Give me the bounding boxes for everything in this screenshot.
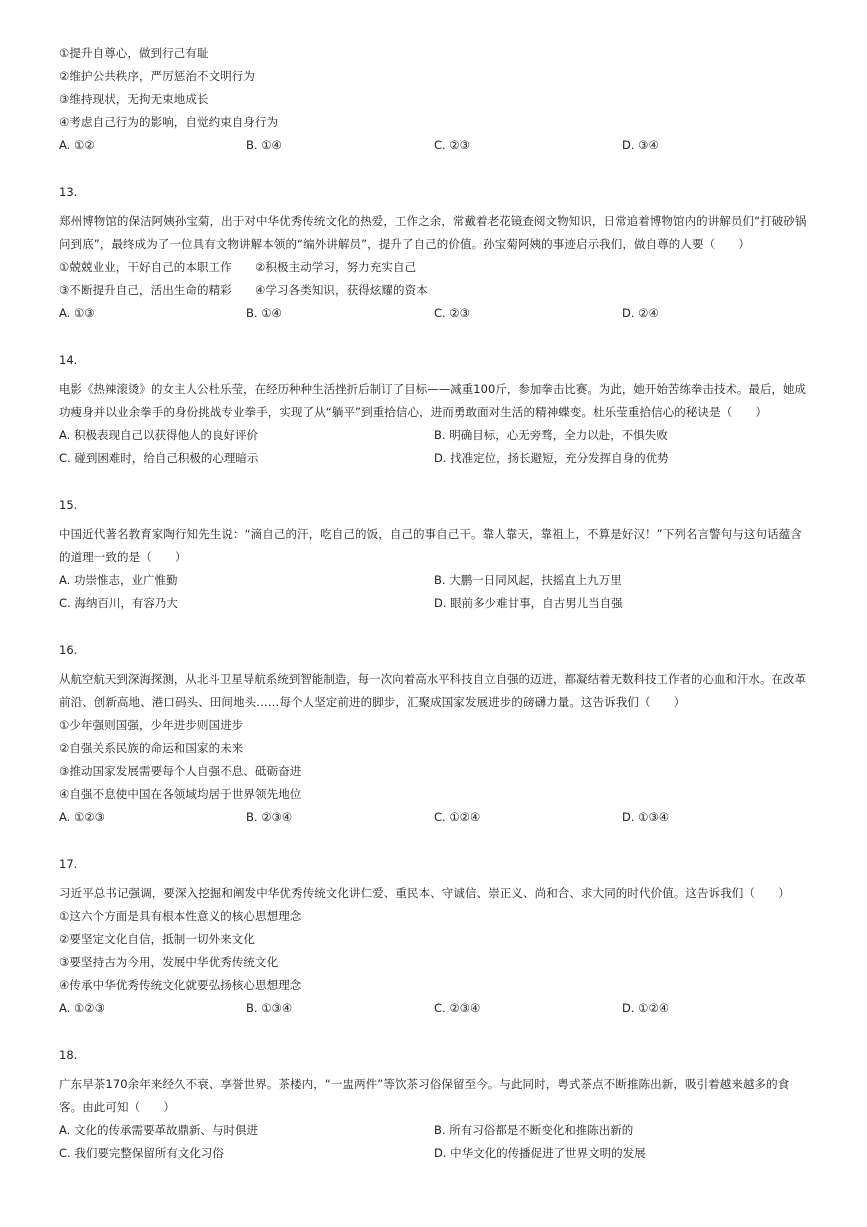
question-stem: 习近平总书记强调，要深入挖掘和阐发中华优秀传统文化讲仁爱、重民本、守诚信、崇正义、尚和合、求大同的时代价值。这告诉我们（ ） [59,886,790,900]
option-b[interactable]: B. ②③④ [246,810,293,824]
option-a[interactable]: A. ①②③ [59,810,105,824]
question-stem: 问到底”，最终成为了一位具有文物讲解本领的“编外讲解员”，提升了自己的价值。孙宝菊阿姨的事迹启示我们，做自尊的人要（ ） [59,237,750,251]
option-c[interactable]: C. 碰到困难时，给自己积极的心理暗示 [59,451,259,465]
statement: ④考虑自己行为的影响，自觉约束自身行为 [59,115,279,129]
option-b[interactable]: B. 大鹏一日同风起，扶摇直上九万里 [434,573,622,587]
statement: ③要坚持古为今用，发展中华优秀传统文化 [59,955,279,969]
statement: ①少年强则国强，少年进步则国进步 [59,718,244,732]
option-c[interactable]: C. ①②④ [434,810,481,824]
option-a[interactable]: A. ①②③ [59,1001,105,1015]
question-stem: 电影《热辣滚烫》的女主人公杜乐莹，在经历种种生活挫折后制订了目标——减重100斤，参加拳击比赛。为此，她开始苦练拳击技术。最后，她成 [59,382,807,396]
option-a[interactable]: A. 功崇惟志，业广惟勤 [59,573,178,587]
option-a[interactable]: A. 文化的传承需要革故鼎新、与时俱进 [59,1123,258,1137]
question-number: 17. [59,857,78,871]
statement: ④自强不息使中国在各领域均居于世界领先地位 [59,787,302,801]
option-a[interactable]: A. 积极表现自己以获得他人的良好评价 [59,428,258,442]
option-c[interactable]: C. ②③ [434,306,470,320]
question-stem: 从航空航天到深海探测，从北斗卫星导航系统到智能制造，每一次向着高水平科技自立自强的迈进，都凝结着无数科技工作者的心血和汗水。在改革 [59,672,806,686]
statement: ③不断提升自己，活出生命的精彩 ④学习各类知识，获得炫耀的资本 [59,283,428,297]
option-d[interactable]: D. ①③④ [622,810,670,824]
question-stem: 功瘦身并以业余拳手的身份挑战专业拳手，实现了从“躺平”到重拾信心，进而勇敢面对生活的精神蝶变。杜乐莹重拾信心的秘诀是（ ） [59,405,768,419]
option-d[interactable]: D. 眼前多少难甘事，自古男儿当自强 [434,596,623,610]
option-b[interactable]: B. ①④ [246,138,282,152]
option-a[interactable]: A. ①② [59,138,95,152]
option-c[interactable]: C. ②③④ [434,1001,481,1015]
statement: ④传承中华优秀传统文化就要弘扬核心思想理念 [59,978,302,992]
option-a[interactable]: A. ①③ [59,306,95,320]
question-stem: 前沿、创新高地、港口码头、田间地头……每个人坚定前进的脚步，汇聚成国家发展进步的磅礴力量。这告诉我们（ ） [59,695,686,709]
question-number: 15. [59,498,78,512]
option-b[interactable]: B. ①③④ [246,1001,293,1015]
statement: ②要坚定文化自信，抵制一切外来文化 [59,932,256,946]
statement: ①兢兢业业，干好自己的本职工作 ②积极主动学习，努力充实自己 [59,260,417,274]
option-c[interactable]: C. 我们要完整保留所有文化习俗 [59,1146,224,1160]
question-stem: 客。由此可知（ ） [59,1100,175,1114]
option-b[interactable]: B. ①④ [246,306,282,320]
question-stem: 的道理一致的是（ ） [59,550,187,564]
option-d[interactable]: D. ②④ [622,306,659,320]
statement: ②维护公共秩序，严厉惩治不文明行为 [59,69,256,83]
option-d[interactable]: D. 找准定位，扬长避短，充分发挥自身的优势 [434,451,669,465]
question-number: 13. [59,185,78,199]
option-c[interactable]: C. ②③ [434,138,470,152]
statement: ①提升自尊心，做到行己有耻 [59,46,209,60]
option-d[interactable]: D. 中华文化的传播促进了世界文明的发展 [434,1146,646,1160]
option-d[interactable]: D. ①②④ [622,1001,670,1015]
question-number: 18. [59,1048,78,1062]
question-stem: 中国近代著名教育家陶行知先生说：“滴自己的汗，吃自己的饭，自己的事自己干。靠人靠天，靠祖上，不算是好汉！”下列名言警句与这句话蕴含 [59,527,802,541]
question-number: 14. [59,353,78,367]
statement: ①这六个方面是具有根本性意义的核心思想理念 [59,909,302,923]
option-d[interactable]: D. ③④ [622,138,659,152]
statement: ③维持现状，无拘无束地成长 [59,92,209,106]
option-c[interactable]: C. 海纳百川，有容乃大 [59,596,178,610]
option-b[interactable]: B. 明确目标，心无旁骛，全力以赴，不惧失败 [434,428,668,442]
question-number: 16. [59,643,78,657]
question-stem: 广东早茶170余年来经久不衰、享誉世界。茶楼内，“一盅两件”等饮茶习俗保留至今。与此同时，粤式茶点不断推陈出新，吸引着越来越多的食 [59,1077,790,1091]
option-b[interactable]: B. 所有习俗都是不断变化和推陈出新的 [434,1123,634,1137]
question-stem: 郑州博物馆的保洁阿姨孙宝菊，出于对中华优秀传统文化的热爱，工作之余，常戴着老花镜查阅文物知识，日常追着博物馆内的讲解员们“打破砂锅 [59,214,807,228]
statement: ②自强关系民族的命运和国家的未来 [59,741,244,755]
statement: ③推动国家发展需要每个人自强不息、砥砺奋进 [59,764,302,778]
